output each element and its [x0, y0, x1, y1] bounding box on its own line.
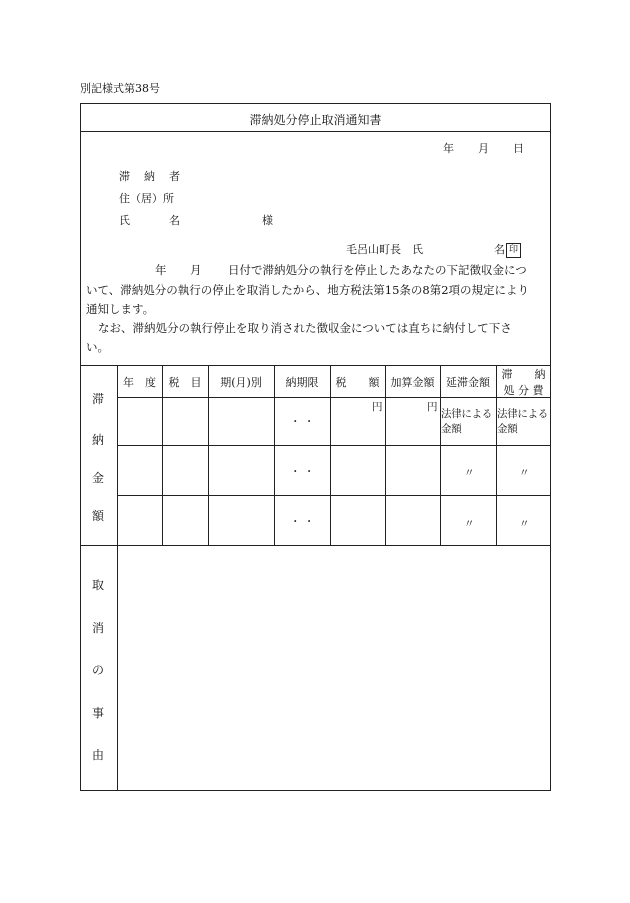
- side-label-4: 額: [91, 509, 104, 523]
- row-1-tax-unit: 円: [372, 401, 383, 413]
- delinquent-label-3: 者: [169, 170, 180, 183]
- title-divider: [80, 131, 551, 132]
- issuer-title: 毛呂山町長 氏: [346, 243, 423, 256]
- row-1-due-date: ・ ・: [290, 416, 315, 428]
- row-2-due-date: ・ ・: [290, 466, 315, 478]
- header-delinquency: 延滞金額: [446, 376, 490, 389]
- form-id: 別記様式第38号: [80, 82, 160, 95]
- header-disposal-cost-1: 滞 納: [501, 368, 546, 381]
- header-fiscal-year: 年 度: [123, 376, 156, 389]
- header-period: 期(月)別: [220, 376, 262, 389]
- document-title: 滞納処分停止取消通知書: [249, 113, 382, 127]
- side-label-3: 金: [91, 471, 104, 485]
- reason-label-4: 事: [91, 706, 104, 720]
- issuer-name-suffix: 名: [494, 243, 505, 256]
- reason-field[interactable]: [118, 546, 550, 790]
- table-top-border: [80, 365, 551, 366]
- header-tax-item: 税 目: [168, 376, 202, 389]
- body-line-4: なお、滞納処分の執行停止を取り消された徴収金については直ちに納付して下さ: [98, 321, 512, 335]
- row-2-cost: 〃: [519, 467, 530, 479]
- header-disposal-cost-2: 処 分 費: [503, 384, 544, 397]
- row-3-delinquency: 〃: [464, 518, 475, 530]
- col-divider-1: [162, 365, 163, 545]
- name-label-2: 名: [169, 214, 180, 227]
- body-year: 年: [155, 263, 167, 277]
- side-label-1: 滞: [91, 392, 104, 406]
- row-divider-1: [117, 445, 551, 446]
- honorific: 様: [262, 214, 273, 227]
- row-2-delinquency: 〃: [464, 467, 475, 479]
- row-1-add-unit: 円: [427, 401, 438, 413]
- header-additional: 加算金額: [390, 376, 435, 389]
- body-line-1: 日付で滞納処分の執行を停止したあなたの下記徴収金につ: [228, 263, 527, 277]
- reason-label-1: 取: [91, 578, 104, 592]
- row-3-cost: 〃: [519, 518, 530, 530]
- body-line-3: 通知します。: [86, 302, 155, 316]
- side-label-2: 納: [91, 433, 104, 447]
- seal-mark: 印: [506, 243, 521, 258]
- body-line-2: いて、滞納処分の執行の停止を取消したから、地方税法第15条の8第2項の規定により: [86, 283, 530, 297]
- reason-label-2: 消: [91, 621, 104, 635]
- name-label-1: 氏: [119, 214, 130, 227]
- body-month: 月: [190, 263, 202, 277]
- delinquent-label-1: 滞: [119, 170, 130, 183]
- row-divider-2: [117, 495, 551, 496]
- row-1-cost: 法律による金額: [497, 408, 548, 435]
- reason-label-5: 由: [91, 748, 104, 762]
- date-year: 年: [443, 142, 454, 155]
- col-divider-4: [330, 365, 331, 545]
- header-due-date: 納期限: [285, 376, 319, 389]
- row-1-delinquency: 法律による金額: [441, 408, 492, 435]
- col-divider-2: [208, 365, 209, 545]
- header-tax-amount: 税 額: [335, 376, 380, 389]
- date-day: 日: [513, 142, 524, 155]
- issuer-name: [494, 241, 521, 258]
- delinquent-label-2: 納: [144, 170, 155, 183]
- address-label: 住（居）所: [119, 192, 174, 205]
- date-month: 月: [478, 142, 489, 155]
- col-divider-6: [440, 365, 441, 545]
- row-3-due-date: ・ ・: [290, 516, 315, 528]
- header-divider: [117, 397, 551, 398]
- col-divider-3: [274, 365, 275, 545]
- col-divider-5: [385, 365, 386, 545]
- reason-label-3: の: [91, 663, 104, 677]
- body-line-5: い。: [86, 340, 109, 354]
